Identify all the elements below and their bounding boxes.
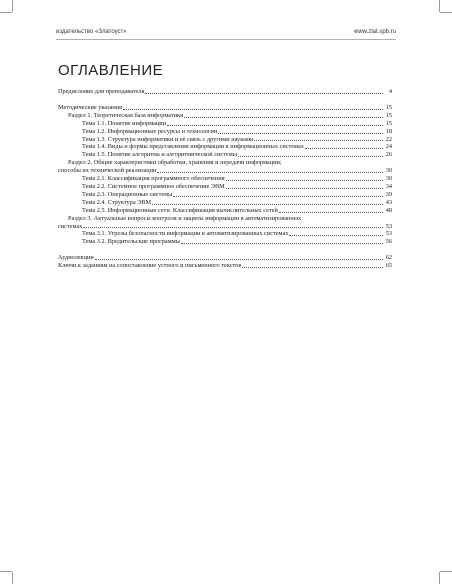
dot-leader [157,171,383,173]
toc-entry-label: способы их технической реализации [58,167,157,175]
dot-leader [152,203,383,205]
toc-entry-label-line1[interactable]: Раздел 3. Актуальные вопросы контроля и защиты информации в автоматизированных [68,214,302,222]
toc-entry[interactable] [58,104,392,112]
toc-entry[interactable] [58,175,392,183]
dot-leader [226,179,383,181]
section-gap [58,246,392,254]
toc-entry-label: Тема 2.5. Информационные сети. Классификация вычислительных сетей [82,206,278,214]
section-gap [58,96,392,104]
crop-mark [0,571,12,572]
toc-entry[interactable] [58,136,392,144]
toc-entry[interactable] [58,167,392,175]
dot-leader [242,266,383,268]
dot-leader [279,211,383,213]
toc-page-number: 48 [385,206,392,214]
toc-entry-label: Тема 1.1. Понятие информации [82,119,167,127]
toc-entry[interactable] [58,120,392,128]
toc-entry[interactable] [58,88,392,96]
dot-leader [123,108,383,110]
toc-entry[interactable] [58,254,392,262]
toc-entry-label: Методические указания [58,103,123,111]
toc-page-number: 39 [385,190,392,198]
dot-leader [184,116,383,118]
toc-entry-label: Тема 1.4. Виды и формы представления информации в информационных системах [82,143,304,151]
toc-entry[interactable] [58,191,392,199]
toc-entry[interactable] [58,238,392,246]
toc-page-number: 30 [385,167,392,175]
toc-page-number: 24 [385,143,392,151]
toc-entry-label: Тема 2.1. Классификация программного обеспечения [82,175,225,183]
dot-leader [254,139,383,141]
page-title: ОГЛАВЛЕНИЕ [58,62,164,80]
toc-page-number: 34 [385,182,392,190]
dot-leader [289,234,383,236]
crop-mark [440,571,452,572]
toc-page-number: 15 [385,111,392,119]
toc-page-number: 53 [385,222,392,230]
dot-leader [181,242,383,244]
toc-entry-label: Предисловие для преподавателя [58,88,145,95]
toc-page-number: 4 [388,88,392,95]
dot-leader [226,187,383,189]
toc-entry-label: Тема 2.4. Структура ЭВМ [82,198,152,206]
dot-leader [167,124,383,126]
dot-leader [145,92,383,94]
toc-entry[interactable] [58,262,392,270]
toc-entry-label: Тема 1.5. Понятие алгоритма и алгоритмической системы [82,151,237,159]
toc-page-number: 26 [385,151,392,159]
crop-mark [12,572,13,584]
toc-entry-label: Раздел 1. Теоретическая база информатики [68,111,184,119]
toc-entry[interactable] [58,223,392,231]
publisher-name: издательство «Златоуст» [56,29,127,35]
toc-entry-label: Тема 1.3. Структура информатики и её связь с другими науками [82,135,254,143]
dot-leader [238,155,383,157]
crop-mark [439,572,440,584]
toc-page-number: 53 [385,230,392,238]
toc-page-number: 65 [385,262,392,270]
toc-page-number: 22 [385,135,392,143]
toc-entry-label: системах [58,222,83,230]
toc-entry-label: Аудиолекции [58,254,94,262]
crop-mark [12,0,13,12]
toc-page-number: 43 [385,198,392,206]
toc-entry-label: Тема 2.2. Системное программное обеспечение ЭВМ [82,182,225,190]
dot-leader [305,147,383,149]
crop-mark [439,0,440,12]
toc-entry-label-line1[interactable]: Раздел 2. Общие характеристики обработки, хранения и передачи информации; [68,159,282,167]
toc-entry[interactable] [58,112,392,120]
toc-entry[interactable] [58,183,392,191]
toc-page-number: 56 [385,238,392,246]
header-divider [56,39,396,40]
toc-entry-label: Тема 3.2. Вредительские программы [82,238,180,246]
toc-entry-label: Тема 3.1. Угрозы безопасности информации в автоматизированных системах [82,230,289,238]
toc-page-number: 62 [385,254,392,262]
toc-entry[interactable] [58,207,392,215]
toc-entry[interactable] [58,143,392,151]
publisher-website[interactable]: www.zlat.spb.ru [353,29,396,35]
toc-page-number: 15 [385,103,392,111]
toc-entry[interactable] [58,151,392,159]
dot-leader [95,258,383,260]
crop-mark [440,12,452,13]
toc-entry-label: Тема 1.2. Информационные ресурсы и технологии [82,127,218,135]
toc-entry[interactable] [58,128,392,136]
toc-entry-label: Ключи к заданиям на сопоставление устного и письменного текстов [58,262,242,270]
toc-page-number: 30 [385,175,392,183]
toc-entry-label: Тема 2.3. Операционные системы [82,190,173,198]
toc-entry[interactable] [58,199,392,207]
dot-leader [83,226,383,228]
dot-leader [173,195,383,197]
page-header [56,29,396,35]
toc-page-number: 18 [385,127,392,135]
dot-leader [218,132,383,134]
crop-mark [0,12,12,13]
toc-page-number: 15 [385,119,392,127]
table-of-contents [58,88,392,270]
toc-entry[interactable] [58,230,392,238]
